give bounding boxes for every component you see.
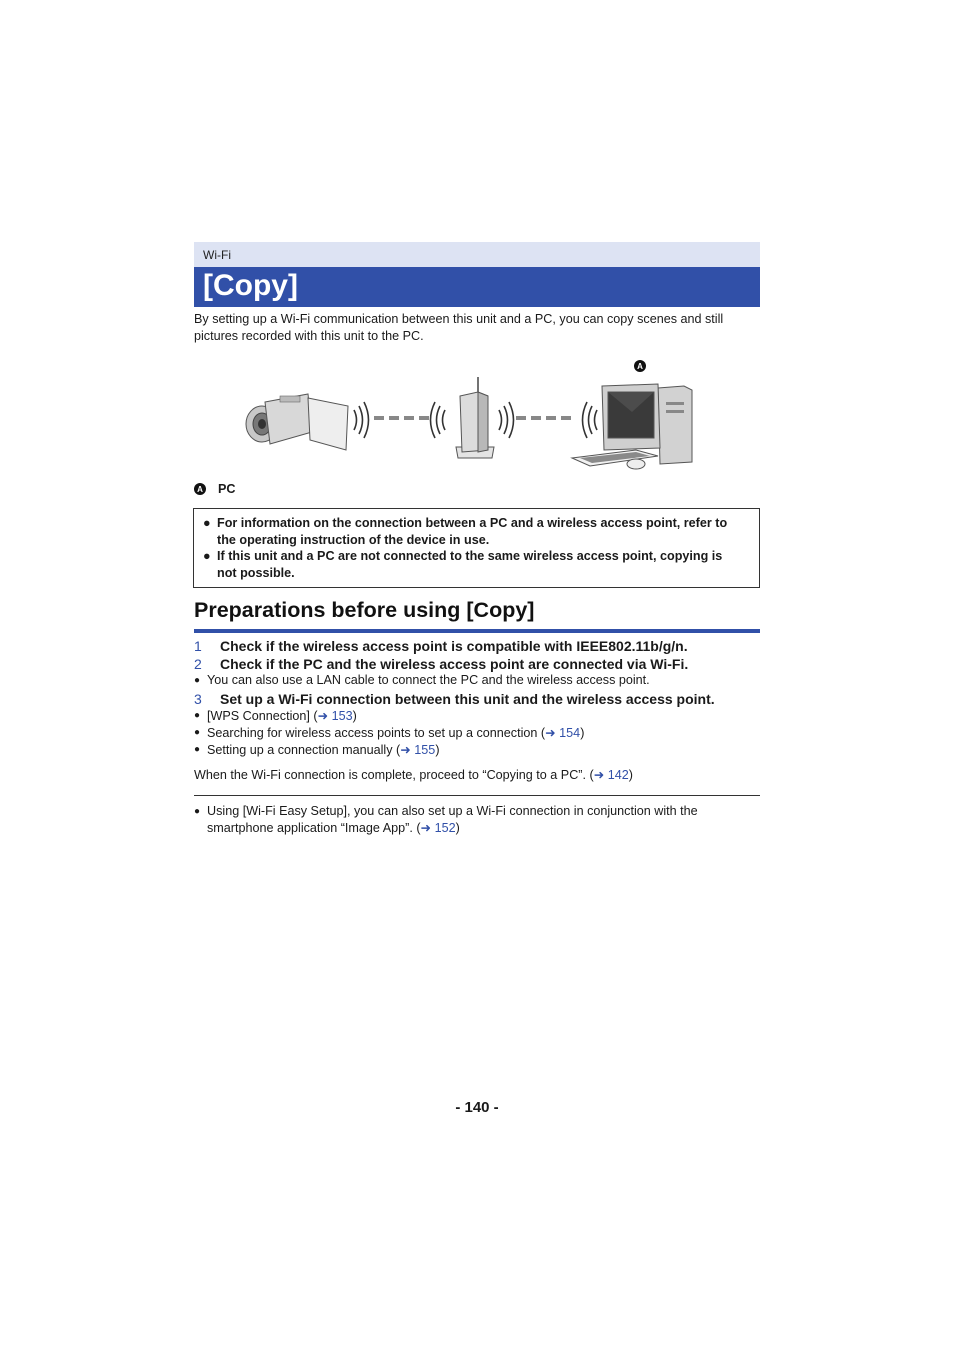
page-link-155[interactable]: ➜ 155: [400, 743, 436, 757]
list-item: ● Setting up a connection manually (➜ 155): [194, 743, 440, 757]
figure-marker-a: A: [634, 360, 646, 372]
page-link-142[interactable]: ➜ 142: [593, 768, 629, 782]
heading-rule: [194, 629, 760, 633]
caption-marker: A: [194, 483, 206, 495]
list-item: ● Searching for wireless access points to set up a connection (➜ 154): [194, 726, 585, 740]
list-item: ● You can also use a LAN cable to connect the PC and the wireless access point.: [194, 673, 650, 687]
page-link-152[interactable]: ➜ 152: [420, 821, 456, 835]
page-link-153[interactable]: ➜ 153: [317, 709, 353, 723]
page-title: [Copy]: [203, 269, 298, 302]
access-point-icon: [456, 377, 494, 458]
wifi-waves-icon: [583, 402, 598, 438]
wifi-waves-icon: [499, 402, 514, 438]
list-item: ● Using [Wi-Fi Easy Setup], you can also set up a Wi-Fi connection in conjunction with the smartphone application “Image App”. (➜ 152): [194, 804, 698, 835]
camcorder-icon: [246, 394, 348, 450]
caption-label: PC: [218, 482, 236, 496]
list-item: ● [WPS Connection] (➜ 153): [194, 709, 357, 723]
figure-caption: [194, 482, 236, 496]
wifi-waves-icon: [354, 402, 369, 438]
wifi-waves-icon: [431, 402, 446, 438]
step-2: 2 Check if the PC and the wireless access point are connected via Wi-Fi.: [194, 656, 689, 672]
section-bar: [194, 242, 760, 267]
step-1: 1 Check if the wireless access point is compatible with IEEE802.11b/g/n.: [194, 638, 688, 654]
divider: [194, 795, 760, 796]
connection-illustration: [240, 372, 710, 472]
page-number: - 140 -: [455, 1099, 499, 1116]
note-box: [193, 508, 760, 588]
completion-text: When the Wi-Fi connection is complete, proceed to “Copying to a PC”. (➜ 142): [194, 768, 633, 782]
step-3: 3 Set up a Wi-Fi connection between this unit and the wireless access point.: [194, 691, 715, 707]
note-item: ● For information on the connection between a PC and a wireless access point, refer to the operating instruction of the device in use.: [203, 516, 728, 547]
page-link-154[interactable]: ➜ 154: [545, 726, 581, 740]
section-label: Wi-Fi: [203, 248, 231, 262]
intro-text: By setting up a Wi-Fi communication between this unit and a PC, you can copy scenes and still pictures recorded with this unit to the PC.: [194, 312, 724, 343]
note-item: ● If this unit and a PC are not connected to the same wireless access point, copying is not possible.: [203, 549, 723, 580]
section-heading: Preparations before using [Copy]: [194, 598, 535, 622]
